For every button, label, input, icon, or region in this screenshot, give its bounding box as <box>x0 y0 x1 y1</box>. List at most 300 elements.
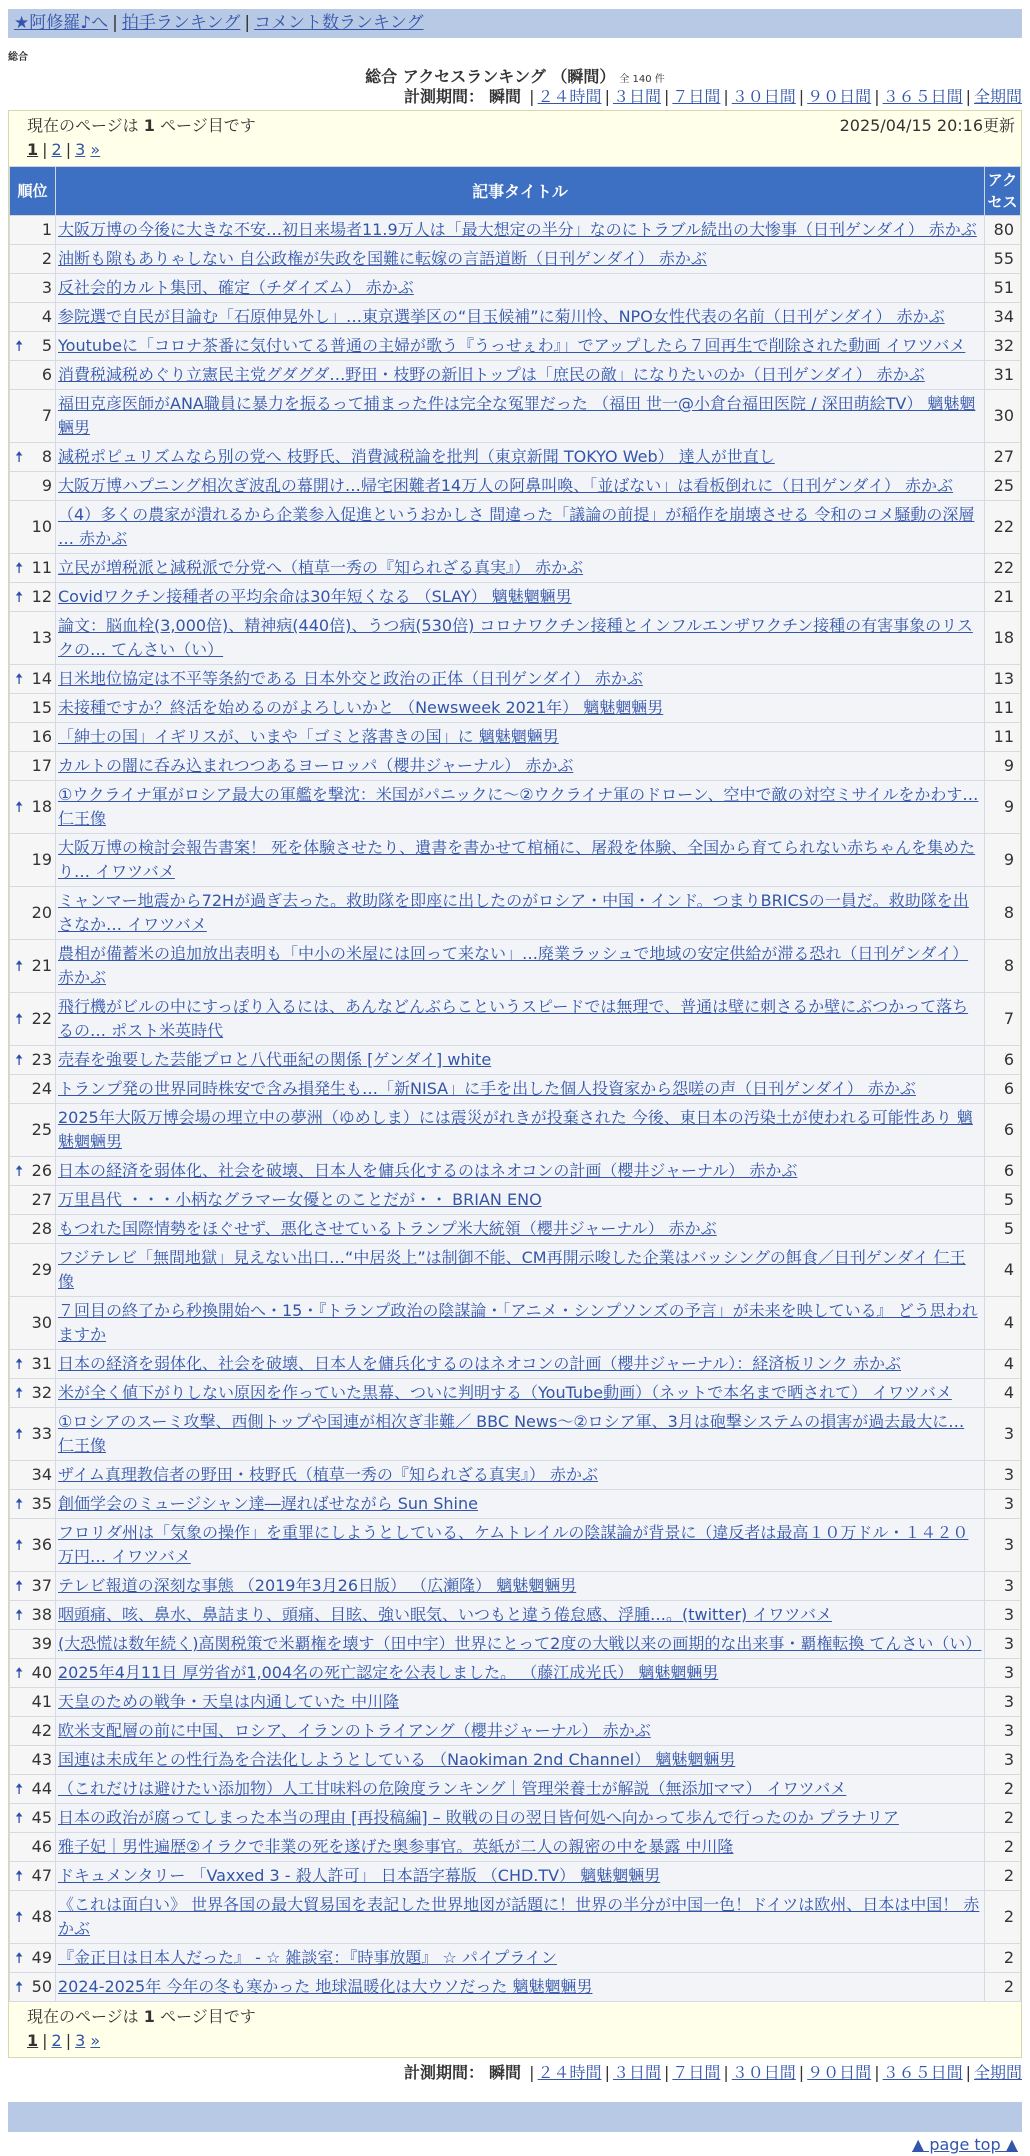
current-page-number: 1 <box>27 2031 39 2050</box>
rank-number: 3 <box>41 278 52 297</box>
table-row <box>10 1075 1021 1104</box>
rank-cell <box>10 1350 56 1379</box>
rank-number: 21 <box>31 956 52 975</box>
table-row <box>10 1746 1021 1775</box>
article-link[interactable]: 参院選で自民が目論む「石原伸晃外し」…東京選挙区の“目玉候補”に菊川怜、NPO女性代表の名前（日刊ゲンダイ） 赤かぶ <box>58 307 945 326</box>
rank-number: 22 <box>31 1009 52 1028</box>
rank-number: 1 <box>41 220 52 239</box>
rank-cell <box>10 361 56 390</box>
period-selector <box>8 86 1022 110</box>
updated-time: 2025/04/15 20:16更新 <box>839 116 1015 135</box>
article-link[interactable]: Covidワクチン接種者の平均余命は30年短くなる （SLAY） 魑魅魍魎男 <box>58 587 572 606</box>
title-cell <box>56 583 985 612</box>
up-arrow-icon: 🠅 <box>15 1051 24 1069</box>
article-link[interactable]: ドキュメンタリー 「Vaxxed 3 - 殺人許可」 日本語字幕版 （CHD.TV） 魑魅魍魎男 <box>58 1866 661 1885</box>
rank-number: 20 <box>31 903 52 922</box>
access-count: 3 <box>985 1408 1021 1461</box>
table-row <box>10 1659 1021 1688</box>
separator: | <box>965 87 971 106</box>
ranking-table <box>9 166 1021 2002</box>
rank-cell <box>10 1186 56 1215</box>
article-link[interactable]: （これだけは避けたい添加物）人工甘味料の危険度ランキング｜管理栄養士が解説（無添加ママ） イワツバメ <box>58 1779 847 1798</box>
article-link[interactable]: テレビ報道の深刻な事態 （2019年3月26日版） （広瀬隆） 魑魅魍魎男 <box>58 1576 577 1595</box>
title-cell <box>56 612 985 665</box>
up-arrow-icon: 🠅 <box>15 1780 24 1798</box>
period-option-link[interactable]: ７日間 <box>672 2063 721 2082</box>
next-page-link[interactable]: » <box>90 140 101 159</box>
title-cell <box>56 501 985 554</box>
table-row <box>10 1104 1021 1157</box>
rank-number: 42 <box>31 1721 52 1740</box>
separator: | <box>112 13 118 33</box>
rank-number: 30 <box>31 1313 52 1332</box>
article-link[interactable]: 飛行機がビルの中にすっぽり入るには、あんなどんぶらこというスピードでは無理で、普通は壁に刺さるか壁にぶつかって落ちるの… ポスト米英時代 <box>58 997 969 1040</box>
rank-cell <box>10 723 56 752</box>
rank-number: 19 <box>31 850 52 869</box>
separator: | <box>65 140 72 159</box>
article-link[interactable]: 2025年大阪万博会場の埋立中の夢洲（ゆめしま）には震災がれきが投棄された 今後、東日本の汚染土が使われる可能性あり 魑魅魍魎男 <box>58 1108 973 1151</box>
page-top-link[interactable]: ▲ page top ▲ <box>911 2135 1018 2154</box>
page-links <box>27 2029 1013 2053</box>
title-cell <box>56 1973 985 2002</box>
article-link[interactable]: 減税ポピュリズムなら別の党へ 枝野氏、消費減税論を批判（東京新聞 TOKYO Web） 達人が世直し <box>58 447 775 466</box>
table-row <box>10 1046 1021 1075</box>
page-title: 総合 アクセスランキング （瞬間） <box>365 67 616 86</box>
period-option-link[interactable]: ２４時間 <box>537 87 602 106</box>
table-row <box>10 332 1021 361</box>
rank-cell <box>10 1572 56 1601</box>
separator: | <box>604 2063 610 2082</box>
rank-number: 26 <box>31 1161 52 1180</box>
access-count: 3 <box>985 1659 1021 1688</box>
rank-cell <box>10 1519 56 1572</box>
access-count: 13 <box>985 665 1021 694</box>
up-arrow-icon: 🠅 <box>15 1162 24 1180</box>
rank-cell <box>10 1804 56 1833</box>
period-option-link[interactable]: ７日間 <box>672 87 721 106</box>
access-count: 4 <box>985 1297 1021 1350</box>
access-count: 6 <box>985 1075 1021 1104</box>
rank-number: 44 <box>31 1779 52 1798</box>
article-link[interactable]: 日米地位協定は不平等条約である 日本外交と政治の正体（日刊ゲンダイ） 赤かぶ <box>58 669 643 688</box>
next-page-link[interactable]: » <box>90 2031 101 2050</box>
rank-cell <box>10 1157 56 1186</box>
title-cell <box>56 1297 985 1350</box>
table-row <box>10 1297 1021 1350</box>
article-link[interactable]: 日本の政治が腐ってしまった本当の理由 [再投稿編] – 敗戦の日の翌日皆何処へ向かって歩んで行ったのか プラナリア <box>58 1808 899 1827</box>
page-link[interactable]: 2 <box>51 140 62 159</box>
rank-cell <box>10 1601 56 1630</box>
rank-cell <box>10 1490 56 1519</box>
article-link[interactable]: 創価学会のミュージシャン達―遅ればせながら Sun Shine <box>58 1494 478 1513</box>
period-option-link[interactable]: ２４時間 <box>537 2063 602 2082</box>
table-row <box>10 1244 1021 1297</box>
period-label: 計測期間： <box>403 87 484 106</box>
separator: | <box>604 87 610 106</box>
access-count: 22 <box>985 554 1021 583</box>
rank-number: 15 <box>31 698 52 717</box>
rank-number: 25 <box>31 1120 52 1139</box>
table-row <box>10 1350 1021 1379</box>
rank-cell <box>10 274 56 303</box>
rank-cell <box>10 332 56 361</box>
rank-cell <box>10 583 56 612</box>
table-row <box>10 612 1021 665</box>
rank-header: 順位 <box>10 167 56 216</box>
article-link[interactable]: Youtubeに「コロナ茶番に気付いてる普通の主婦が歌う『うっせぇわ』」でアップしたら７回再生で削除された動画 イワツバメ <box>58 336 966 355</box>
article-link[interactable]: 油断も隙もありゃしない 自公政権が失政を国難に転嫁の言語道断（日刊ゲンダイ） 赤かぶ <box>58 249 707 268</box>
title-cell <box>56 554 985 583</box>
access-count: 9 <box>985 834 1021 887</box>
rank-cell <box>10 216 56 245</box>
access-count: 22 <box>985 501 1021 554</box>
period-option-link[interactable]: ３６５日間 <box>882 87 963 106</box>
article-link[interactable]: 万里昌代 ・・・小柄なグラマー女優とのことだが・・ BRIAN ENO <box>58 1190 542 1209</box>
separator: | <box>529 2063 535 2082</box>
period-option-link[interactable]: ３０日間 <box>731 2063 796 2082</box>
access-count: 30 <box>985 390 1021 443</box>
rank-cell <box>10 1688 56 1717</box>
access-count: 9 <box>985 752 1021 781</box>
up-arrow-icon: 🠅 <box>15 1577 24 1595</box>
title-cell <box>56 332 985 361</box>
rank-cell <box>10 245 56 274</box>
table-row <box>10 1775 1021 1804</box>
pagination-bar-top <box>9 111 1021 166</box>
rank-number: 49 <box>31 1948 52 1967</box>
rank-cell <box>10 665 56 694</box>
rank-number: 10 <box>31 517 52 536</box>
ranking-title-row <box>0 64 1030 86</box>
title-cell <box>56 1244 985 1297</box>
access-count: 55 <box>985 245 1021 274</box>
article-link[interactable]: 雅子妃｜男性遍歴②イラクで非業の死を遂げた奥参事官。英紙が二人の親密の中を暴露 中川隆 <box>58 1837 734 1856</box>
article-link[interactable]: もつれた国際情勢をほぐせず、悪化させているトランプ米大統領（櫻井ジャーナル） 赤かぶ <box>58 1219 717 1238</box>
table-row <box>10 993 1021 1046</box>
table-header-row <box>10 167 1021 216</box>
title-cell <box>56 1717 985 1746</box>
title-cell <box>56 1350 985 1379</box>
rank-cell <box>10 1104 56 1157</box>
table-row <box>10 752 1021 781</box>
title-cell <box>56 1075 985 1104</box>
title-cell <box>56 1104 985 1157</box>
rank-number: 39 <box>31 1634 52 1653</box>
article-link[interactable]: （4）多くの農家が潰れるから企業参入促進というおかしさ 間違った「議論の前提」が稲作を崩壊させる 令和のコメ騒動の深層 … 赤かぶ <box>58 505 975 548</box>
rank-cell <box>10 1973 56 2002</box>
up-arrow-icon: 🠅 <box>15 588 24 606</box>
period-option-link[interactable]: ９０日間 <box>807 2063 872 2082</box>
article-link[interactable]: (大恐慌は数年続く)高関税策で米覇権を壊す（田中宇）世界にとって2度の大戦以来の画期的な出来事・覇権転換 てんさい（い） <box>58 1634 982 1653</box>
page-link[interactable]: 2 <box>51 2031 62 2050</box>
access-count: 2 <box>985 1833 1021 1862</box>
top-nav-bar <box>8 9 1022 38</box>
rank-number: 35 <box>31 1494 52 1513</box>
access-count: 3 <box>985 1601 1021 1630</box>
rank-cell <box>10 303 56 332</box>
up-arrow-icon: 🠅 <box>15 798 24 816</box>
table-row <box>10 1804 1021 1833</box>
access-count: 4 <box>985 1379 1021 1408</box>
rank-cell <box>10 1215 56 1244</box>
table-row <box>10 1490 1021 1519</box>
rank-number: 12 <box>31 587 52 606</box>
rank-number: 28 <box>31 1219 52 1238</box>
access-count: 27 <box>985 443 1021 472</box>
table-row <box>10 1944 1021 1973</box>
rank-cell <box>10 1775 56 1804</box>
access-count: 5 <box>985 1186 1021 1215</box>
article-link[interactable]: フジテレビ「無間地獄」見えない出口…“中居炎上”は制御不能、CM再開示唆した企業はバッシングの餌食／日刊ゲンダイ 仁王像 <box>58 1248 966 1291</box>
access-count: 80 <box>985 216 1021 245</box>
article-link[interactable]: 福田克彦医師がANA職員に暴力を振るって捕まった件は完全な冤罪だった （福田 世一@小倉台福田医院 / 深田萌絵TV） 魑魅魍魎男 <box>58 394 976 437</box>
article-link[interactable]: 大阪万博の今後に大きな不安…初日来場者11.9万人は「最大想定の半分」なのにトラブル続出の大惨事（日刊ゲンダイ） 赤かぶ <box>58 220 977 239</box>
article-link[interactable]: トランプ発の世界同時株安で含み損発生も…「新NISA」に手を出した個人投資家から怨嗟の声（日刊ゲンダイ） 赤かぶ <box>58 1079 916 1098</box>
up-arrow-icon: 🠅 <box>15 1867 24 1885</box>
period-option-link[interactable]: ３日間 <box>612 87 661 106</box>
title-cell <box>56 216 985 245</box>
table-row <box>10 1601 1021 1630</box>
title-cell <box>56 361 985 390</box>
article-link[interactable]: 「紳士の国」イギリスが、いまや「ゴミと落書きの国」に 魑魅魍魎男 <box>58 727 559 746</box>
table-row <box>10 887 1021 940</box>
rank-number: 2 <box>41 249 52 268</box>
up-arrow-icon: 🠅 <box>15 957 24 975</box>
title-cell <box>56 1157 985 1186</box>
article-link[interactable]: カルトの闇に呑み込まれつつあるヨーロッパ（櫻井ジャーナル） 赤かぶ <box>58 756 574 775</box>
up-arrow-icon: 🠅 <box>15 1908 24 1926</box>
rank-number: 50 <box>31 1977 52 1996</box>
access-count: 8 <box>985 940 1021 993</box>
current-page-text: 現在のページは 1 ページ目です <box>27 2007 256 2026</box>
rank-number: 36 <box>31 1535 52 1554</box>
rank-number: 37 <box>31 1576 52 1595</box>
table-row <box>10 472 1021 501</box>
rank-number: 40 <box>31 1663 52 1682</box>
table-row <box>10 583 1021 612</box>
rank-number: 48 <box>31 1907 52 1926</box>
rank-cell <box>10 612 56 665</box>
article-link[interactable]: 消費税減税めぐり立憲民主党グダグダ…野田・枝野の新旧トップは「庶民の敵」になりたいのか（日刊ゲンダイ） 赤かぶ <box>58 365 925 384</box>
rank-number: 6 <box>41 365 52 384</box>
comment-ranking-link[interactable]: コメント数ランキング <box>254 13 424 33</box>
table-row <box>10 1688 1021 1717</box>
table-row <box>10 443 1021 472</box>
separator: | <box>723 87 729 106</box>
access-count: 3 <box>985 1461 1021 1490</box>
page-link[interactable]: 3 <box>75 2031 86 2050</box>
article-link[interactable]: 日本の経済を弱体化、社会を破壊、日本人を傭兵化するのはネオコンの計画（櫻井ジャーナル） 赤かぶ <box>58 1161 798 1180</box>
period-option-link[interactable]: ３０日間 <box>731 87 796 106</box>
title-cell <box>56 1688 985 1717</box>
table-row <box>10 665 1021 694</box>
title-cell <box>56 1186 985 1215</box>
table-row <box>10 274 1021 303</box>
article-link[interactable]: 天皇のための戦争・天皇は内通していた 中川隆 <box>58 1692 400 1711</box>
access-count: 3 <box>985 1746 1021 1775</box>
table-row <box>10 1862 1021 1891</box>
separator: | <box>65 2031 72 2050</box>
applause-ranking-link[interactable]: 拍手ランキング <box>121 13 241 33</box>
article-link[interactable]: ザイム真理教信者の野田・枝野氏（植草一秀の『知られざる真実』） 赤かぶ <box>58 1465 598 1484</box>
title-cell <box>56 1046 985 1075</box>
separator: | <box>965 2063 971 2082</box>
title-cell <box>56 1833 985 1862</box>
up-arrow-icon: 🠅 <box>15 1425 24 1443</box>
table-row <box>10 390 1021 443</box>
article-link[interactable]: 《これは面白い》 世界各国の最大貿易国を表記した世界地図が話題に！世界の半分が中国一色！ドイツは欧州、日本は中国！ 赤かぶ <box>58 1895 980 1938</box>
title-cell <box>56 940 985 993</box>
title-cell <box>56 723 985 752</box>
page-link[interactable]: 3 <box>75 140 86 159</box>
access-count: 11 <box>985 694 1021 723</box>
rank-cell <box>10 993 56 1046</box>
title-cell <box>56 665 985 694</box>
rank-cell <box>10 1717 56 1746</box>
article-link[interactable]: 米が全く値下がりしない原因を作っていた黒幕、ついに判明する（YouTube動画）（ネットで本名まで晒されて） イワツバメ <box>58 1383 952 1402</box>
period-option-link[interactable]: ３日間 <box>612 2063 661 2082</box>
article-link[interactable]: ミャンマー地震から72Hが過ぎ去った。救助隊を即座に出したのがロシア・中国・インド。つまりBRICSの一員だ。救助隊を出さなか… イワツバメ <box>58 891 969 934</box>
article-link[interactable]: 国連は未成年との性行為を合法化しようとしている （Naokiman 2nd Channel） 魑魅魍魎男 <box>58 1750 736 1769</box>
title-cell <box>56 1572 985 1601</box>
rank-cell <box>10 834 56 887</box>
article-link[interactable]: 日本の経済を弱体化、社会を破壊、日本人を傭兵化するのはネオコンの計画（櫻井ジャーナル）：経済板リンク 赤かぶ <box>58 1354 902 1373</box>
table-row <box>10 501 1021 554</box>
up-arrow-icon: 🠅 <box>15 670 24 688</box>
rank-cell <box>10 1075 56 1104</box>
access-count: 3 <box>985 1688 1021 1717</box>
rank-number: 31 <box>31 1354 52 1373</box>
rank-number: 33 <box>31 1424 52 1443</box>
title-cell <box>56 1215 985 1244</box>
title-cell <box>56 1461 985 1490</box>
up-arrow-icon: 🠅 <box>15 337 24 355</box>
access-count: 6 <box>985 1046 1021 1075</box>
rank-number: 14 <box>31 669 52 688</box>
article-link[interactable]: フロリダ州は「気象の操作」を重罪にしようとしている、ケムトレイルの陰謀論が背景に（違反者は最高１０万ドル・１４２０万円… イワツバメ <box>58 1523 969 1566</box>
access-count: 34 <box>985 303 1021 332</box>
period-option-link[interactable]: ９０日間 <box>807 87 872 106</box>
table-row <box>10 361 1021 390</box>
rank-number: 41 <box>31 1692 52 1711</box>
up-arrow-icon: 🠅 <box>15 1809 24 1827</box>
separator: | <box>244 13 251 33</box>
title-cell <box>56 390 985 443</box>
period-option-link[interactable]: ３６５日間 <box>882 2063 963 2082</box>
title-cell <box>56 1891 985 1944</box>
up-arrow-icon: 🠅 <box>15 1949 24 1967</box>
table-row <box>10 1717 1021 1746</box>
rank-number: 8 <box>41 447 52 466</box>
rank-cell <box>10 1046 56 1075</box>
article-link[interactable]: 立民が増税派と減税派で分党へ（植草一秀の『知られざる真実』） 赤かぶ <box>58 558 584 577</box>
table-row <box>10 303 1021 332</box>
title-cell <box>56 245 985 274</box>
rank-cell <box>10 1891 56 1944</box>
title-cell <box>56 1862 985 1891</box>
page-top-row <box>8 2134 1022 2156</box>
rank-cell <box>10 1746 56 1775</box>
rank-cell <box>10 940 56 993</box>
rank-cell <box>10 390 56 443</box>
access-count: 2 <box>985 1804 1021 1833</box>
article-link[interactable]: 咽頭痛、咳、鼻水、鼻詰まり、頭痛、目眩、強い眠気、いつもと違う倦怠感、浮腫…。(twitter) イワツバメ <box>58 1605 833 1624</box>
article-link[interactable]: 2025年4月11日 厚労省が1,004名の死亡認定を公表しました。 （藤江成光氏） 魑魅魍魎男 <box>58 1663 719 1682</box>
title-cell <box>56 1775 985 1804</box>
separator: | <box>663 2063 670 2082</box>
access-count: 3 <box>985 1630 1021 1659</box>
title-cell <box>56 303 985 332</box>
rank-number: 34 <box>31 1465 52 1484</box>
rank-cell <box>10 1408 56 1461</box>
rank-cell <box>10 694 56 723</box>
title-cell <box>56 887 985 940</box>
rank-number: 17 <box>31 756 52 775</box>
separator: | <box>529 87 535 106</box>
separator: | <box>42 140 48 159</box>
title-cell <box>56 752 985 781</box>
table-row <box>10 1408 1021 1461</box>
access-count: 18 <box>985 612 1021 665</box>
period-label: 計測期間： <box>403 2063 484 2082</box>
access-count: 4 <box>985 1244 1021 1297</box>
article-link[interactable]: 未接種ですか？終活を始めるのがよろしいかと （Newsweek 2021年） 魑魅魍魎男 <box>58 698 664 717</box>
rank-cell <box>10 1944 56 1973</box>
up-arrow-icon: 🠅 <box>15 1664 24 1682</box>
article-link[interactable]: 農相が備蓄米の追加放出表明も「中小の米屋には回って来ない」…廃業ラッシュで地域の安定供給が滞る恐れ（日刊ゲンダイ） 赤かぶ <box>58 944 969 987</box>
bottom-bar <box>8 2102 1022 2132</box>
access-header: アクセス <box>985 167 1021 216</box>
article-link[interactable]: 2024-2025年 今年の冬も寒かった 地球温暖化は大ウソだった 魑魅魍魎男 <box>58 1977 593 1996</box>
article-link[interactable]: 欧米支配層の前に中国、ロシア、イランのトライアング（櫻井ジャーナル） 赤かぶ <box>58 1721 651 1740</box>
title-cell <box>56 472 985 501</box>
period-option-link[interactable]: 全期間 <box>973 2063 1022 2082</box>
period-current: 瞬間 <box>489 87 522 106</box>
rank-number: 24 <box>31 1079 52 1098</box>
access-count: 7 <box>985 993 1021 1046</box>
article-link[interactable]: ①ウクライナ軍がロシア最大の軍艦を撃沈：米国がパニックに～②ウクライナ軍のドローン、空中で敵の対空ミサイルをかわす… 仁王像 <box>58 785 979 828</box>
access-count: 3 <box>985 1717 1021 1746</box>
separator: | <box>798 87 805 106</box>
period-option-link[interactable]: 全期間 <box>973 87 1022 106</box>
table-row <box>10 694 1021 723</box>
home-link[interactable]: ★阿修羅♪へ <box>14 13 109 33</box>
article-link[interactable]: 大阪万博ハプニング相次ぎ波乱の幕開け…帰宅困難者14万人の阿鼻叫喚、「並ばない」は看板倒れに（日刊ゲンダイ） 赤かぶ <box>58 476 954 495</box>
table-row <box>10 216 1021 245</box>
rank-cell <box>10 1297 56 1350</box>
access-count: 2 <box>985 1973 1021 2002</box>
rank-cell <box>10 1862 56 1891</box>
article-link[interactable]: 論文：脳血栓(3,000倍)、精神病(440倍)、うつ病(530倍) コロナワクチン接種とインフルエンザワクチン接種の有害事象のリスクの… てんさい（い） <box>58 616 973 659</box>
pagination-bar-bottom <box>9 2002 1021 2057</box>
rank-number: 46 <box>31 1837 52 1856</box>
title-cell <box>56 1746 985 1775</box>
title-header: 記事タイトル <box>56 167 985 216</box>
article-link[interactable]: 売春を強要した芸能プロと八代亜紀の関係 [ゲンダイ] white <box>58 1050 492 1069</box>
table-row <box>10 1379 1021 1408</box>
title-cell <box>56 834 985 887</box>
article-link[interactable]: 大阪万博の検討会報告書案！ 死を体験させたり、遺書を書かせて棺桶に、屠殺を体験、全国から育てられない赤ちゃんを集めたり… イワツバメ <box>58 838 976 881</box>
article-link[interactable]: 反社会的カルト集団、確定（チダイズム） 赤かぶ <box>58 278 414 297</box>
rank-number: 18 <box>31 797 52 816</box>
article-link[interactable]: 『金正日は日本人だった』 - ☆ 雑談室：『時事放題』 ☆ パイプライン <box>58 1948 557 1967</box>
up-arrow-icon: 🠅 <box>15 1495 24 1513</box>
up-arrow-icon: 🠅 <box>15 448 24 466</box>
access-count: 2 <box>985 1862 1021 1891</box>
article-link[interactable]: ７回目の終了から秒換開始へ・15・『トランプ政治の陰謀論・「アニメ・シンプソンズの予言」が未来を映している』 どう思われますか <box>58 1301 978 1344</box>
article-link[interactable]: ①ロシアのスーミ攻撃、西側トップや国連が相次ぎ非難／ BBC News～②ロシア軍、3月は砲撃システムの損害が過去最大に… 仁王像 <box>58 1412 965 1455</box>
rank-number: 7 <box>41 406 52 425</box>
